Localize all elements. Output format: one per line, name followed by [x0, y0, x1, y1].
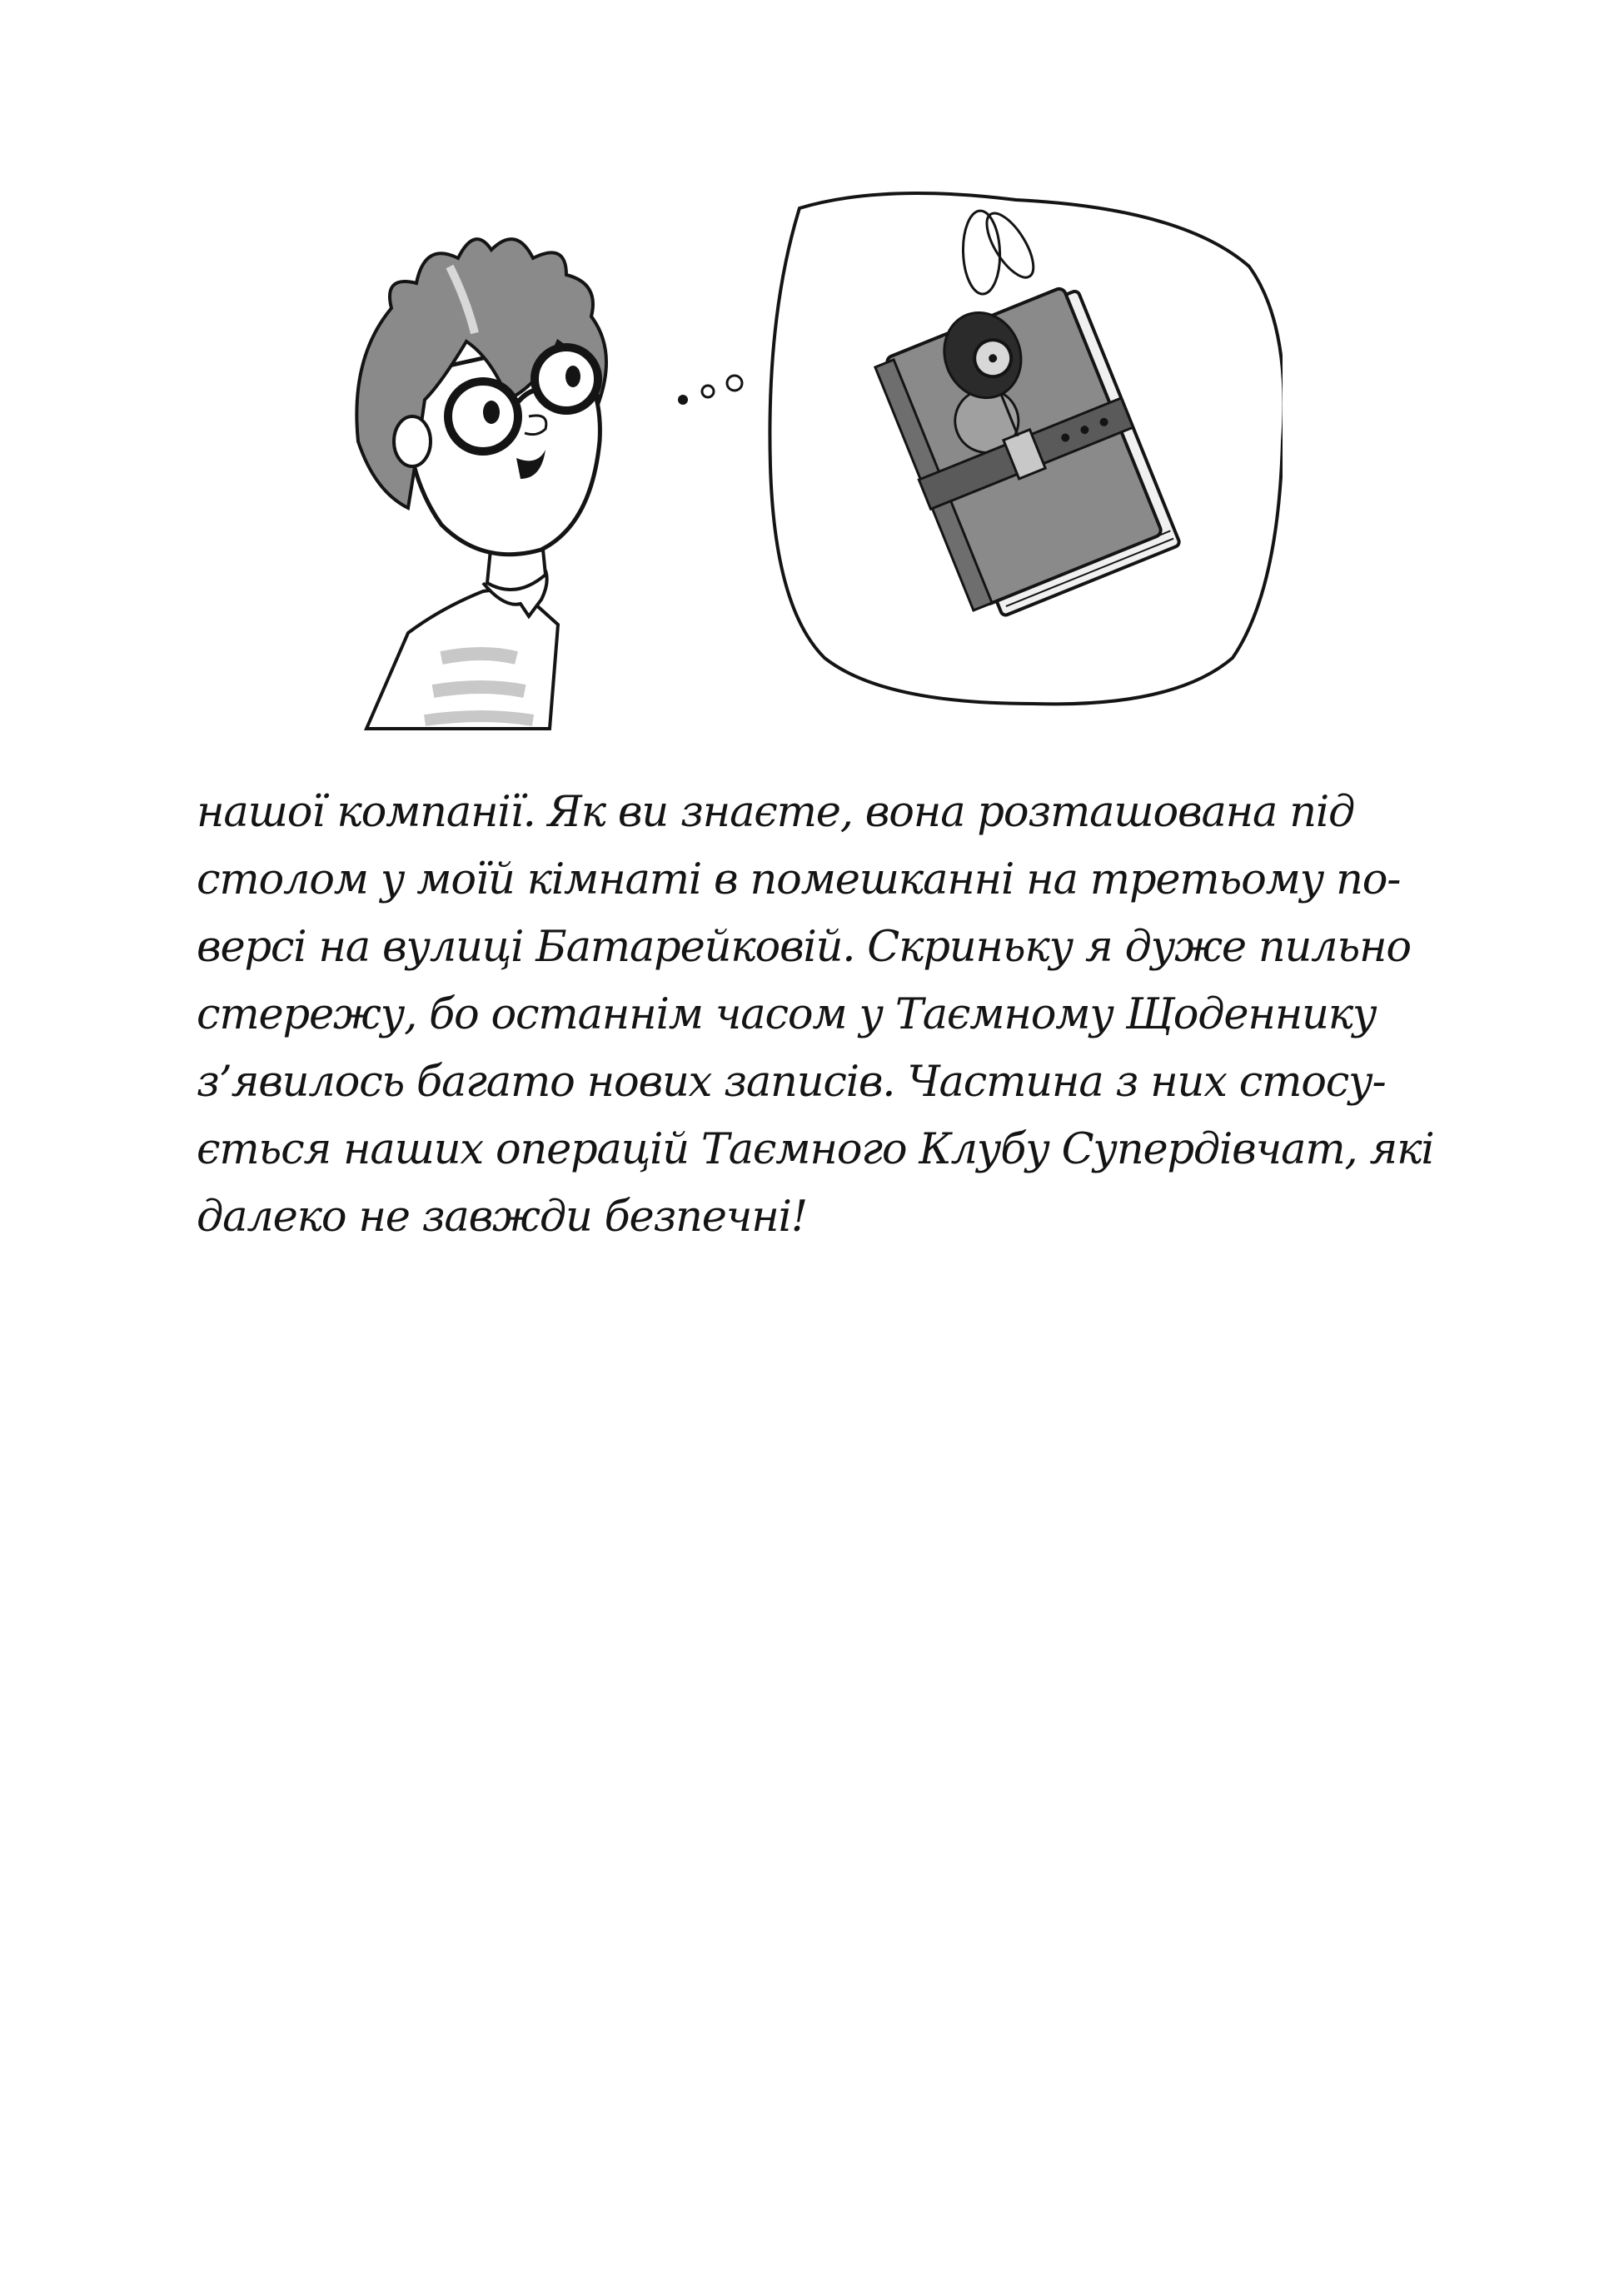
text-line: стережу, бо останнім часом у Таємному Щоденнику: [197, 990, 1377, 1039]
text-line: версі на вулиці Батарейковій. Скриньку я дуже пильно: [197, 923, 1411, 972]
thought-dots-icon: [678, 376, 742, 405]
text-line: ється наших операцій Таємного Клубу Супердівчат, які: [197, 1125, 1434, 1174]
illustration: [350, 192, 1283, 733]
text-line: нашої компанії. Як ви знаєте, вона розташована під: [197, 788, 1355, 837]
text-line: столом у моїй кімнаті в помешканні на третьому по-: [197, 855, 1401, 904]
boy-character-icon: [356, 239, 606, 729]
body-paragraph: [197, 779, 1434, 1251]
text-line: далеко не завжди безпечні!: [197, 1193, 808, 1242]
text-line: з’явилось багато нових записів. Частина з них стосу-: [197, 1058, 1386, 1107]
